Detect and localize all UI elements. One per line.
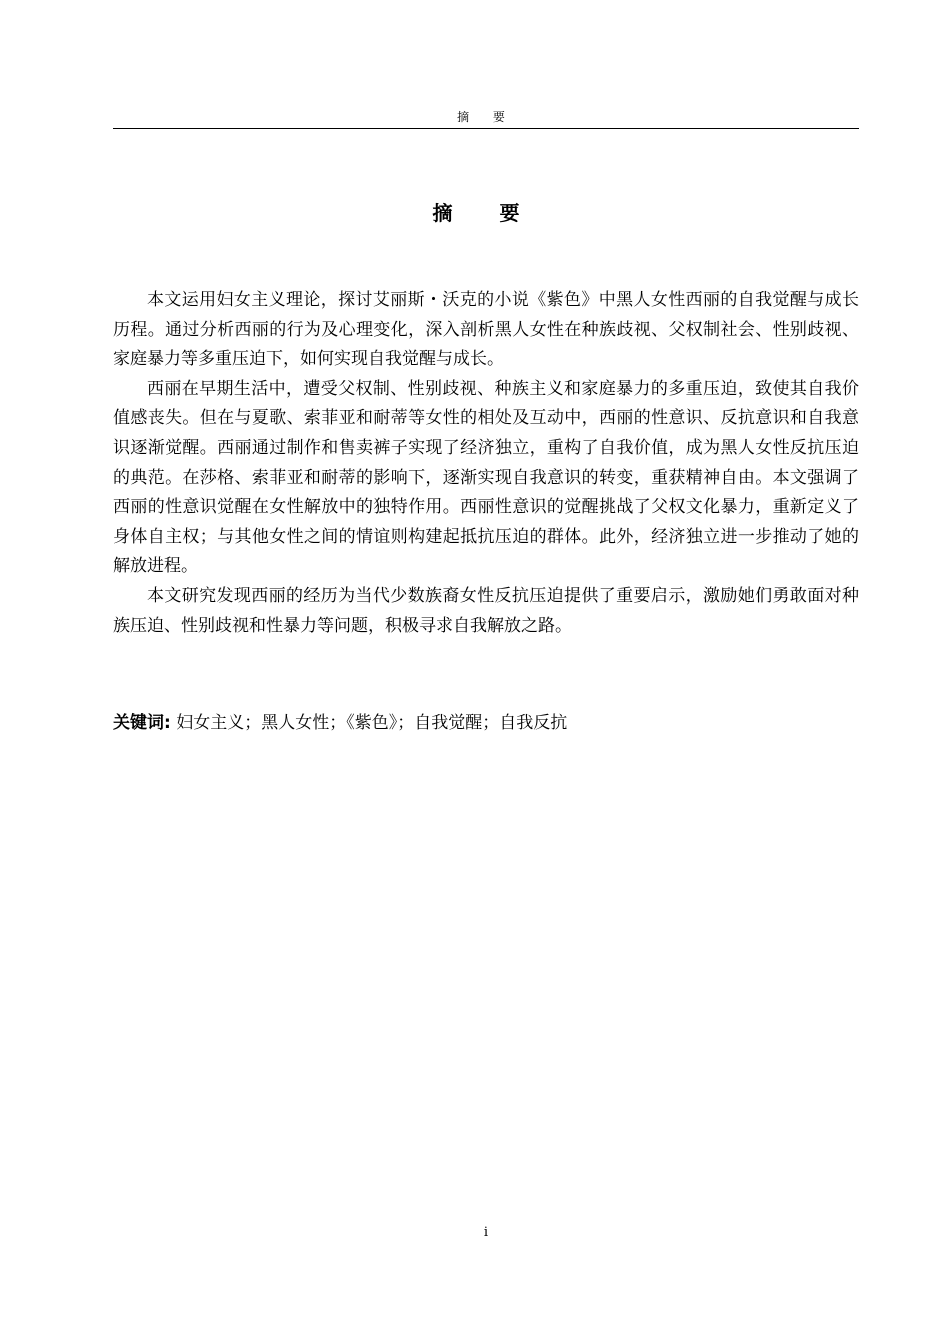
page-title: 摘 要 bbox=[432, 201, 540, 225]
abstract-paragraph: 本文研究发现西丽的经历为当代少数族裔女性反抗压迫提供了重要启示，激励她们勇敢面对种族压迫、性别歧视和性暴力等问题，积极寻求自我解放之路。 bbox=[113, 585, 859, 636]
running-header: 摘 要 bbox=[457, 110, 515, 124]
abstract-paragraph: 西丽在早期生活中，遭受父权制、性别歧视、种族主义和家庭暴力的多重压迫，致使其自我价值感丧失。但在与夏歌、索菲亚和耐蒂等女性的相处及互动中，西丽的性意识、反抗意识和自我意识逐渐觉醒。西丽通过制作和售卖裤子实现了经济独立，重构了自我价值，成为黑人女性反抗压迫的典范。在莎格、索菲亚和耐蒂的影响下，逐渐实现自我意识的转变，重获精神自由。本文强调了西丽的性意识觉醒在女性解放中的独特作用。西丽性意识的觉醒挑战了父权文化暴力，重新定义了身体自主权；与其他女性之间的情谊则构建起抵抗压迫的群体。此外，经济独立进一步推动了她的解放进程。 bbox=[113, 378, 859, 577]
abstract-body bbox=[113, 286, 859, 641]
keywords-text: 妇女主义；黑人女性；《紫色》；自我觉醒；自我反抗 bbox=[176, 713, 568, 733]
keywords-label: 关键词: bbox=[113, 713, 171, 733]
header-rule bbox=[113, 128, 859, 129]
keywords bbox=[113, 709, 859, 737]
abstract-paragraph: 本文运用妇女主义理论，探讨艾丽斯・沃克的小说《紫色》中黑人女性西丽的自我觉醒与成长历程。通过分析西丽的行为及心理变化，深入剖析黑人女性在种族歧视、父权制社会、性别歧视、家庭暴力等多重压迫下，如何实现自我觉醒与成长。 bbox=[113, 290, 859, 370]
page-number: i bbox=[483, 1225, 489, 1240]
